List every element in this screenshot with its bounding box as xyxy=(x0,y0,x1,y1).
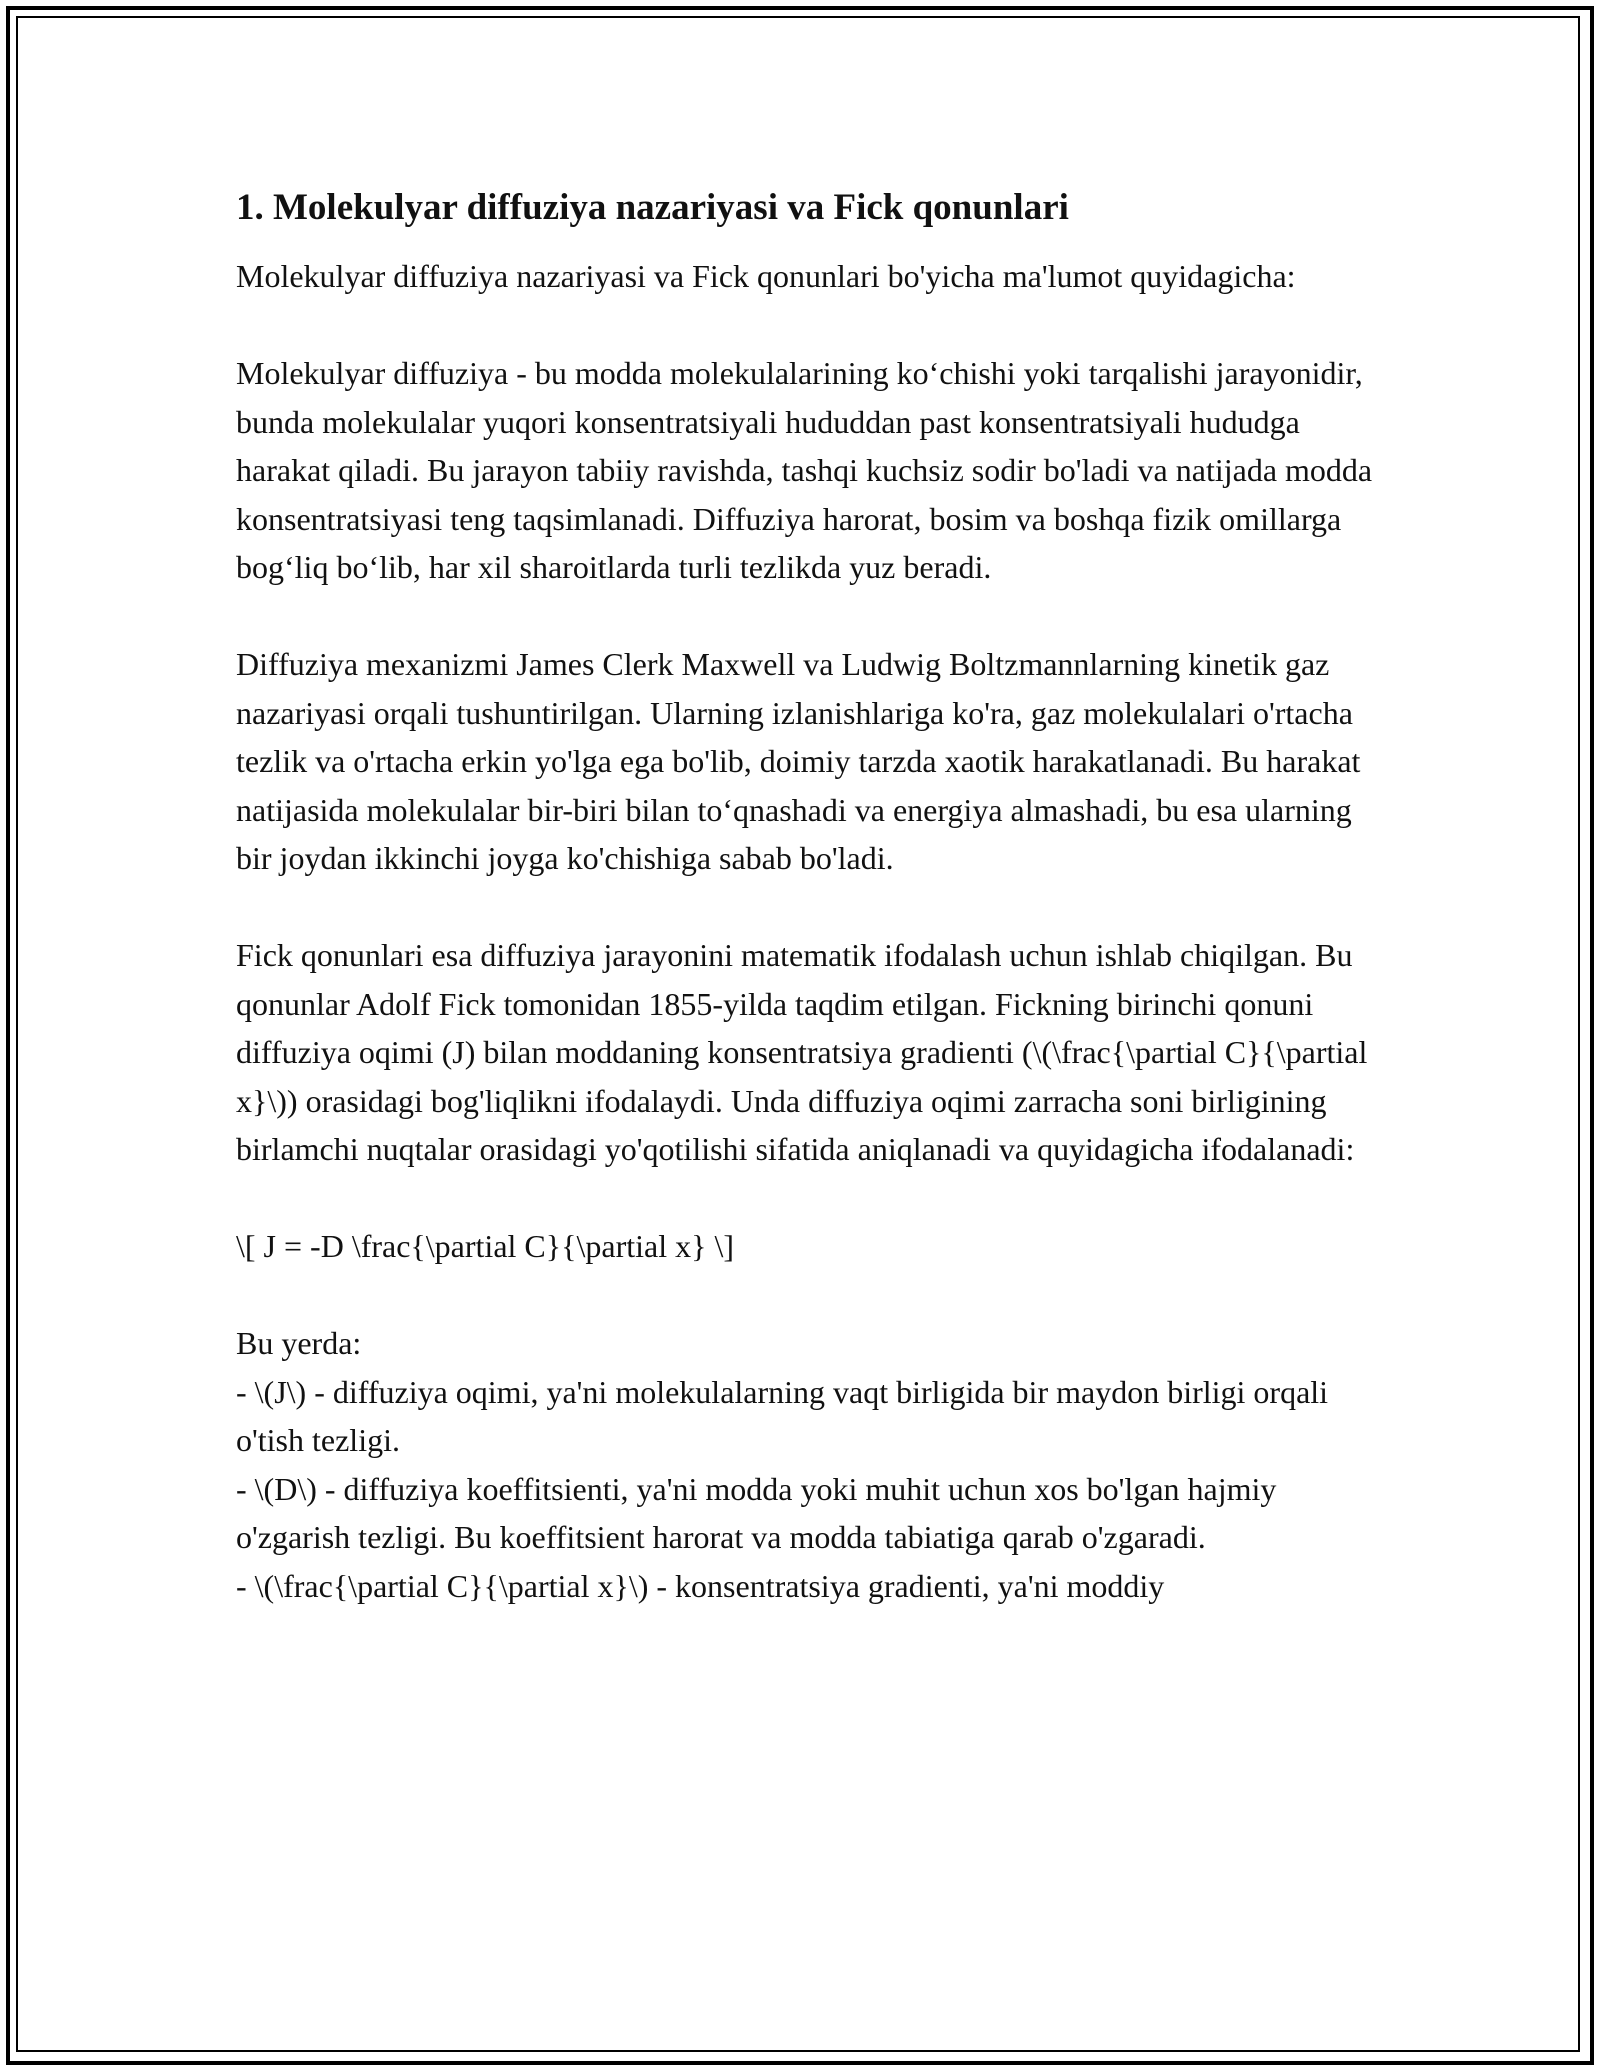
list-item-diffusion-coefficient: - \(D\) - diffuziya koeffitsienti, ya'ni modda yoki muhit uchun xos bo'lgan hajmiy o'zgarish tezligi. Bu koeffitsient harorat va modda tabiatiga qarab o'zgaradi. xyxy=(236,1470,1277,1555)
paragraph-kinetic-theory: Diffuziya mexanizmi James Clerk Maxwell va Ludwig Boltzmannlarning kinetik gaz nazariyasi orqali tushuntirilgan. Ularning izlanishlariga ko'ra, gaz molekulalari o'rtacha tezlik va o'rtacha erkin yo'lga ega bo'lib, doimiy tarzda xaotik harakatlanadi. Bu harakat natijasida molekulalar bir-biri bilan toʻqnashadi va energiya almashadi, bu esa ularning bir joydan ikkinchi joyga ko'chishiga sabab bo'ladi. xyxy=(236,646,1361,876)
where-label: Bu yerda: xyxy=(236,1325,362,1361)
paragraph-fick-laws: Fick qonunlari esa diffuziya jarayonini matematik ifodalash uchun ishlab chiqilgan. Bu qonunlar Adolf Fick tomonidan 1855-yilda taqdim etilgan. Fickning birinchi qonuni diffuziya oqimi (J) bilan moddaning konsentratsiya gradienti (\(\frac{\partial C}{\partial x}\)) orasidagi bog'liqlikni ifodalaydi. Unda diffuziya oqimi zarracha soni birligining birlamchi nuqtalar orasidagi yo'qotilishi sifatida aniqlanadi va quyidagicha ifodalanadi: xyxy=(236,937,1368,1167)
list-item-flux: - \(J\) - diffuziya oqimi, ya'ni molekulalarning vaqt birligida bir maydon birligi orqali o'tish tezligi. xyxy=(236,1373,1329,1458)
list-item-concentration-gradient: - \(\frac{\partial C}{\partial x}\) - konsentratsiya gradienti, ya'ni moddiy xyxy=(236,1567,1165,1604)
intro-paragraph: Molekulyar diffuziya nazariyasi va Fick qonunlari bo'yicha ma'lumot quyidagicha: xyxy=(236,258,1296,294)
section-heading: 1. Molekulyar diffuziya nazariyasi va Fick qonunlari xyxy=(236,187,1069,228)
document-body xyxy=(236,184,1386,1610)
paragraph-diffusion-definition: Molekulyar diffuziya - bu modda molekulalarining koʻchishi yoki tarqalishi jarayonidir, bunda molekulalar yuqori konsentratsiyali hududdan past konsentratsiyali hududga harakat qiladi. Bu jarayon tabiiy ravishda, tashqi kuchsiz sodir bo'ladi va natijada modda konsentratsiyasi teng taqsimlanadi. Diffuziya harorat, bosim va boshqa fizik omillarga bogʻliq boʻlib, har xil sharoitlarda turli tezlikda yuz beradi. xyxy=(236,355,1373,585)
formula-fick-first-law: \[ J = -D \frac{\partial C}{\partial x} \] xyxy=(236,1228,734,1264)
